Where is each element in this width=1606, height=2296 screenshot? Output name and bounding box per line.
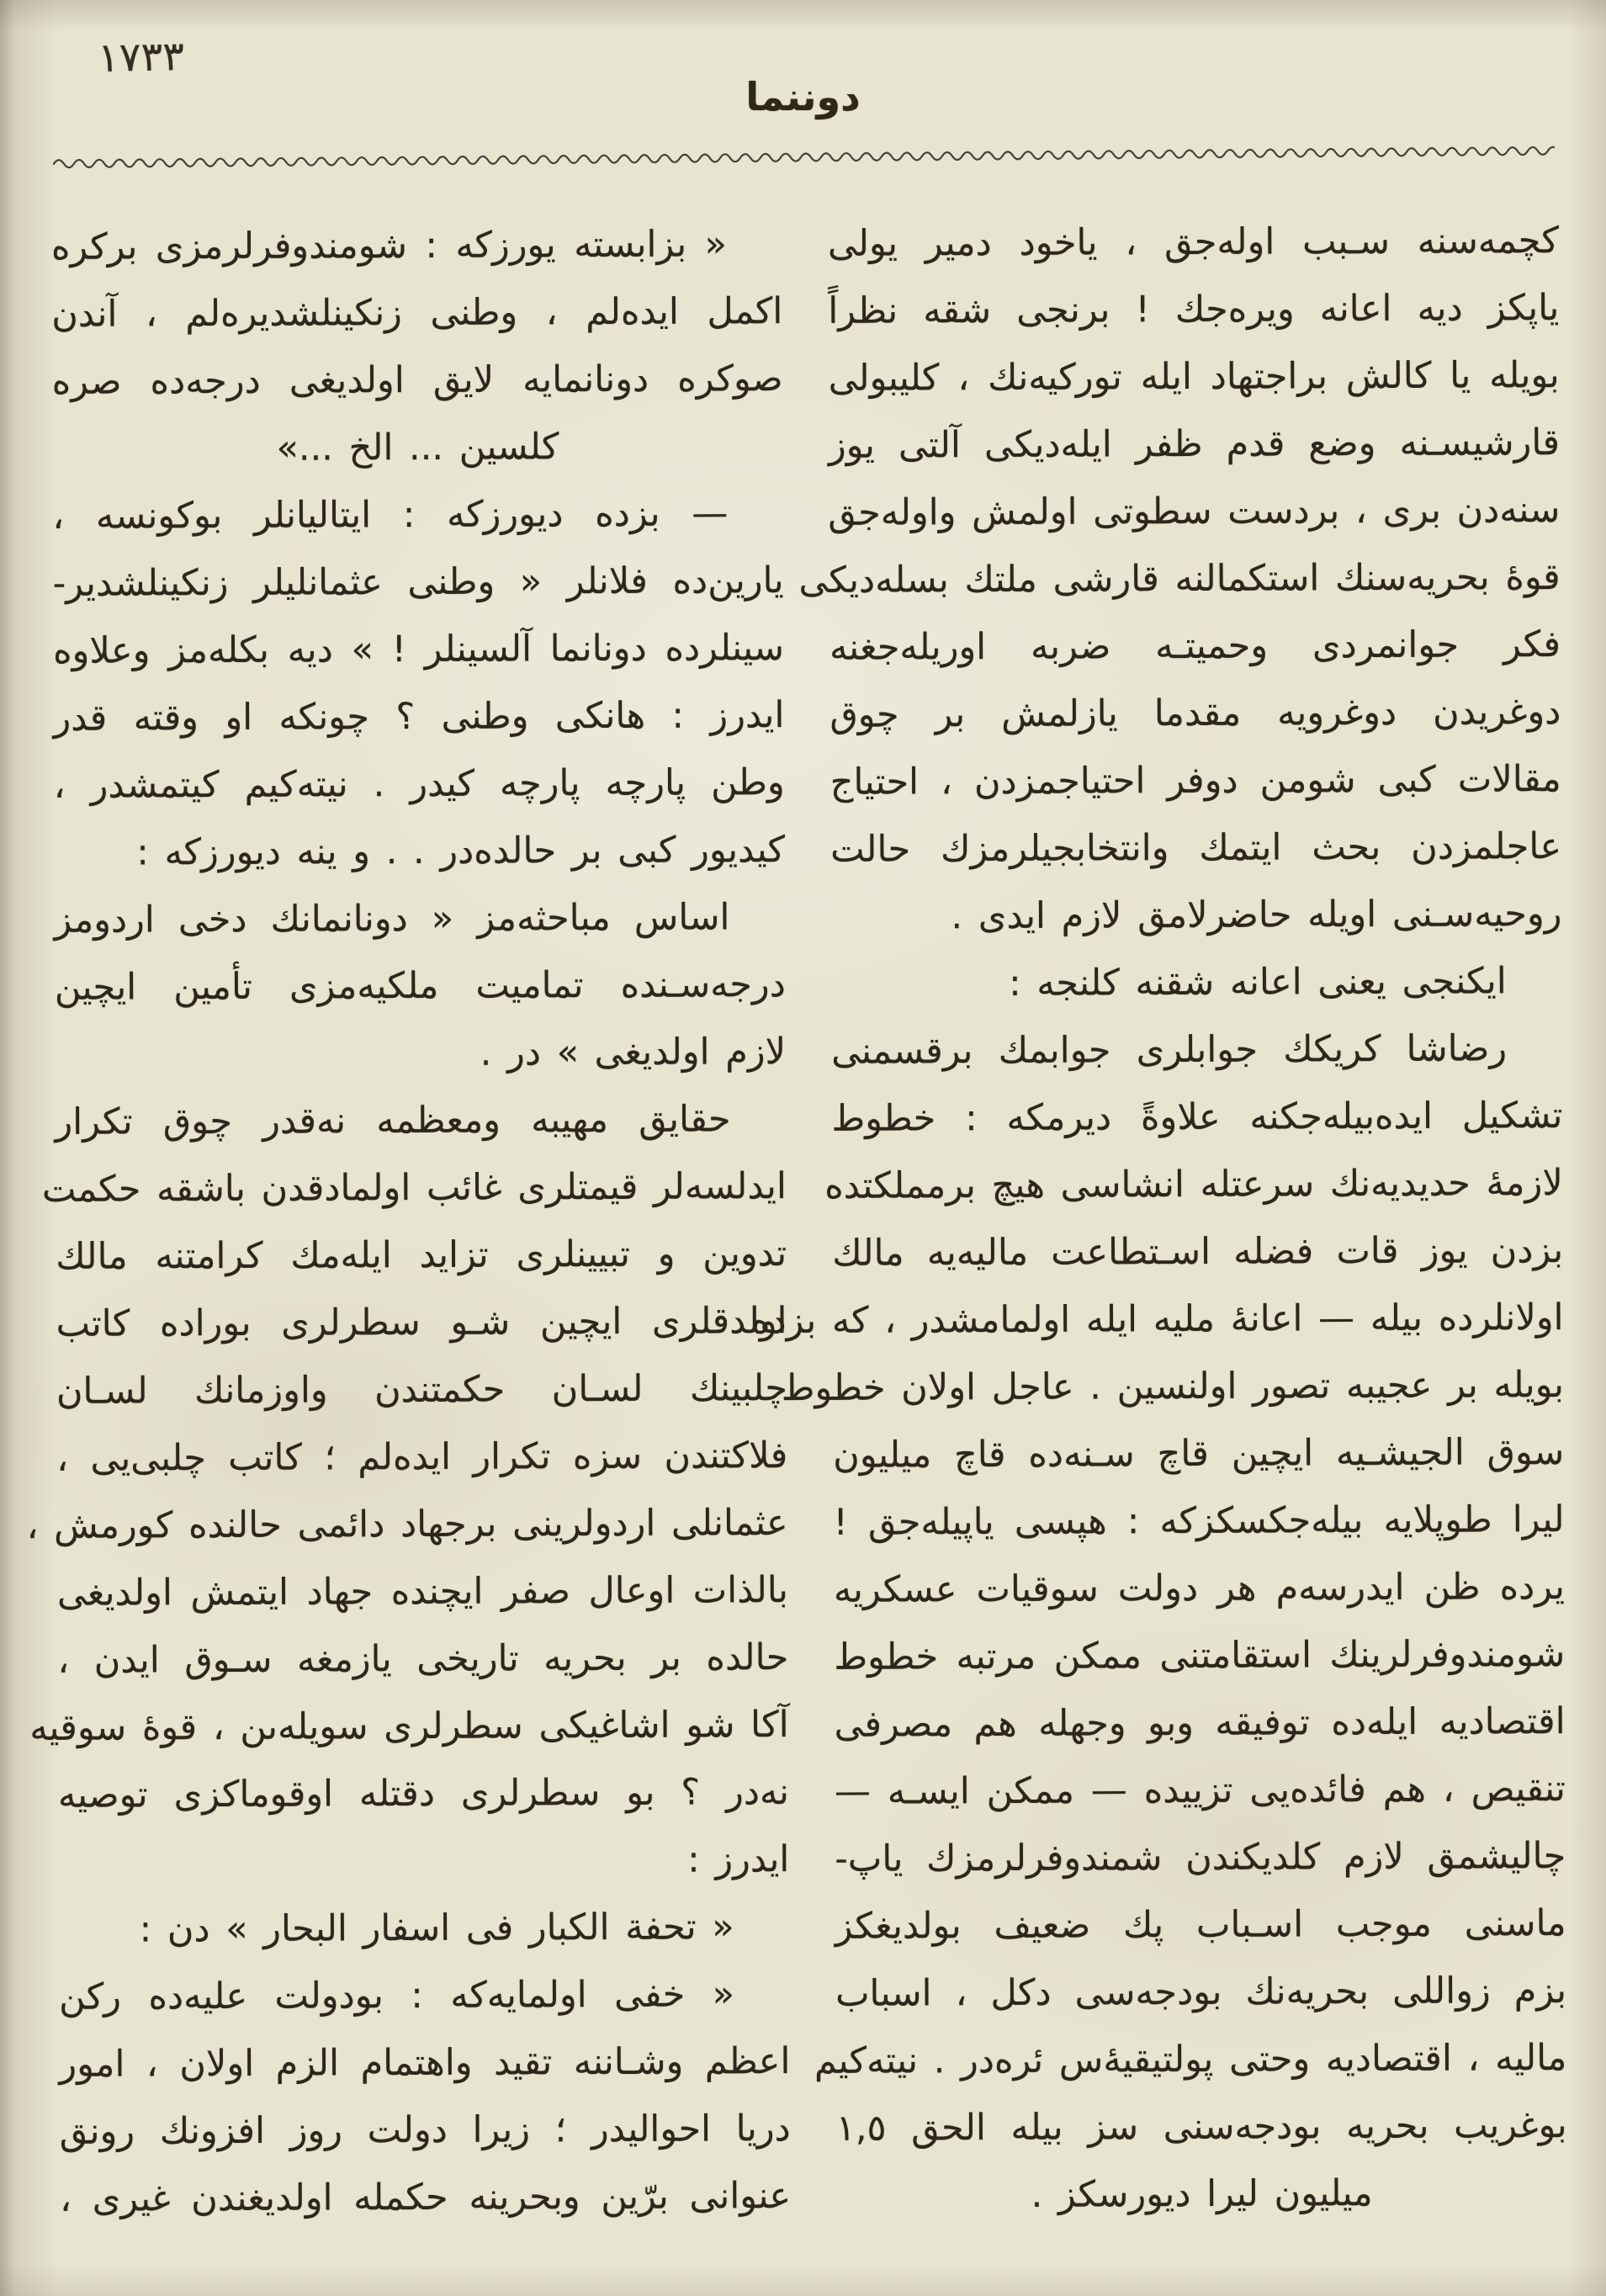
text-line: درجه‌سـنده تماميت ملكيه‌مزى تأمين ايچين bbox=[54, 963, 786, 1009]
text-line: قارشيسـنه وضع قدم ظفر ايله‌ديكى آلتى يوز bbox=[828, 422, 1561, 467]
text-line: عنوانى برّين وبحرينه حكمله اولديغندن غيرى ، bbox=[59, 2175, 792, 2220]
text-line: اولدقلرى ايچين شـو سطرلرى بوراده كاتب bbox=[56, 1300, 787, 1345]
text-columns bbox=[26, 207, 1567, 2233]
text-line: لازم اولديغى » در . bbox=[480, 1031, 787, 1074]
text-line: آكا شو اشاغيكى سطرلرى سويله‌ىن ، قوهٔ سوقيه bbox=[29, 1704, 789, 1750]
text-line: وطن پارچه پارچه كيدر . نيته‌كيم كيتمشدر ، bbox=[53, 761, 785, 807]
text-line: كچمه‌سنه سـبب اوله‌جق ، ياخود دمير يولى bbox=[827, 220, 1560, 265]
text-line: بزدن يوز قات فضله اسـتطاعت ماليه‌يه مالك bbox=[832, 1229, 1564, 1275]
text-line: « تحفة الكبار فى اسفار البحار » دن : bbox=[139, 1906, 734, 1951]
text-line: فكر جوانمردى وحميتـه ضربه اوريله‌جغنه bbox=[829, 623, 1561, 669]
text-line: ماليه ، اقتصاديه وحتى پولتيقيهٔ‌س ئره‌در . نيته‌كيم bbox=[814, 2037, 1567, 2082]
text-line: بزم زواللى بحريه‌نك بودجه‌سى دكل ، اسباب bbox=[835, 1970, 1567, 2015]
text-line: كيديور كبى بر حالده‌در . . و ينه ديورزكه : bbox=[136, 829, 786, 874]
text-line: ليرا طوپلايه بيله‌جكسكزكه : هپسى ياپيله‌جق ! bbox=[833, 1498, 1565, 1544]
text-line: سنه‌دن برى ، بردست سطوتى اولمش واوله‌جق bbox=[828, 489, 1561, 534]
text-line: « خفى اولمايه‌كه : بودولت عليه‌ده ركن bbox=[58, 1973, 735, 2018]
text-line: حقايق مهيبه ومعظمه نه‌قدر چوق تكرار bbox=[55, 1098, 731, 1143]
text-line: اولانلرده بيله — اعانهٔ مليه ايله اولمامشدر ، كه بزده bbox=[750, 1296, 1564, 1343]
text-line: رضاشا كريكك جوابلرى جوابمك برقسمنى bbox=[831, 1027, 1508, 1073]
text-line: صوكره دونانمايه لايق اولديغى درجه‌ده صره bbox=[51, 358, 783, 403]
text-line: ماسنى موجب اسـباب پك ضعيف بولديغكز bbox=[835, 1902, 1566, 1948]
running-title: دوننما bbox=[745, 74, 861, 119]
text-line: سوق الجيشـيه ايچين قاچ سـنه‌ده قاچ ميليون bbox=[833, 1431, 1565, 1477]
wavy-line bbox=[54, 147, 1555, 168]
text-line: ياپكز ديه اعانه ويره‌جك ! برنجى شقه نظراً bbox=[828, 287, 1560, 332]
text-line: عاجلمزدن بحث ايتمك وانتخابجيلرمزك حالت bbox=[830, 825, 1562, 871]
text-line: كلسين ... الخ ...» bbox=[276, 426, 559, 469]
page-number: ١٧٣٣ bbox=[97, 32, 185, 82]
text-line: ايدرز : هانكى وطنى ؟ چونكه او وقته قدر bbox=[53, 694, 785, 740]
text-line: بالذات اوعال صفر ايچنده جهاد ايتمش اولديغى bbox=[56, 1569, 789, 1615]
text-line: اعظم وشـاننه تقيد واهتمام الزم اولان ، امور bbox=[59, 2040, 791, 2086]
text-line: دريا احواليدر ؛ زيرا دولت روز افزونك رونق bbox=[59, 2108, 791, 2153]
text-line: تنقيص ، هم فائده‌يى تزييده — ممكن ايسـه — bbox=[834, 1768, 1566, 1813]
text-line: بويله بر عجيبه تصور اولنسين . عاجل اولان خطوط bbox=[781, 1364, 1564, 1410]
text-line: قوهٔ بحريه‌سنك استكمالنه قارشى ملتك بسله‌ديكى bbox=[798, 556, 1561, 602]
text-line: نه‌در ؟ بو سطرلرى دقتله اوقوماكزى توصيه bbox=[57, 1771, 790, 1816]
text-line: يارين‌ده فلانلر « وطنى عثمانليلر زنكينلشدير- bbox=[52, 559, 784, 605]
text-line: حالده بر بحريه تاريخى يازمغه سـوق ايدن ، bbox=[57, 1636, 789, 1682]
text-line: چاليشمق لازم كلديكندن شمندوفرلرمزك ياپ- bbox=[835, 1835, 1566, 1880]
column-left bbox=[26, 210, 792, 2233]
text-line: شومندوفرلرينك استقامتنى ممكن مرتبه خطوط bbox=[834, 1633, 1566, 1678]
text-line: « بزابسته يورزكه : شومندوفرلرمزى بركره bbox=[50, 223, 728, 268]
text-line: عثمانلى اردولرينى برجهاد دائمى حالنده كورمش ، bbox=[26, 1502, 788, 1548]
text-line: ميليون ليرا ديورسكز . bbox=[1031, 2172, 1373, 2216]
text-line: اساس مباحثه‌مز « دونانمانك دخى اردومز bbox=[54, 896, 730, 941]
wavy-divider-svg bbox=[52, 141, 1555, 190]
text-line: اكمل ايده‌لم ، وطنى زنكينلشديره‌لم ، آندن bbox=[51, 290, 783, 336]
wavy-divider bbox=[52, 141, 1555, 190]
text-line: ايدلسه‌لر قيمتلرى غائب اولمادقدن باشقه حكمت bbox=[41, 1165, 787, 1211]
text-line: تدوين و تبيينلرى تزايد ايله‌مك كرامتنه مالك bbox=[56, 1233, 787, 1278]
text-line: چلبينك لسـان حكمتندن واوزمانك لسـان bbox=[56, 1367, 787, 1413]
text-line: لازمهٔ حديديه‌نك سرعتله انشاسى هيچ برمملكتده bbox=[824, 1162, 1563, 1207]
text-line: مقالات كبى شومن دوفر احتياجمزدن ، احتياج bbox=[830, 758, 1561, 803]
text-line: يرده ظن ايدرسه‌م هر دولت سوقيات عسكريه bbox=[833, 1566, 1566, 1611]
text-line: روحيه‌سـنى اويله حاضرلامق لازم ايدى . bbox=[951, 893, 1562, 938]
column-right bbox=[750, 207, 1567, 2230]
text-line: ايكنجى يعنى اعانه شقنه كلنجه : bbox=[1009, 960, 1507, 1005]
text-line: — بزده ديورزكه : ايتاليانلر بوكونسه ، bbox=[52, 492, 729, 538]
text-line: بويله يا كالش براجتهاد ايله توركيه‌نك ، كليبولى bbox=[828, 354, 1560, 400]
text-line: بوغريب بحريه بودجه‌سنى سز بيله الحق ١,٥ bbox=[835, 2104, 1567, 2150]
text-line: دوغريدن دوغرويه مقدما يازلمش بر چوق bbox=[830, 691, 1561, 736]
text-line: تشكيل ايده‌بيله‌جكنه علاوةً ديرمكه : خطوط bbox=[831, 1095, 1563, 1140]
text-line: اقتصاديه ايله‌ده توفيقه وبو وجهله هم مصرفى bbox=[834, 1700, 1566, 1746]
text-line: ايدرز : bbox=[687, 1838, 790, 1881]
text-line: فلاكتندن سزه تكرار ايده‌لم ؛ كاتب چلبى‌يى ، bbox=[56, 1434, 788, 1480]
text-line: سينلرده دونانما آلسينلر ! » ديه بكله‌مز وعلاوه bbox=[52, 627, 785, 672]
